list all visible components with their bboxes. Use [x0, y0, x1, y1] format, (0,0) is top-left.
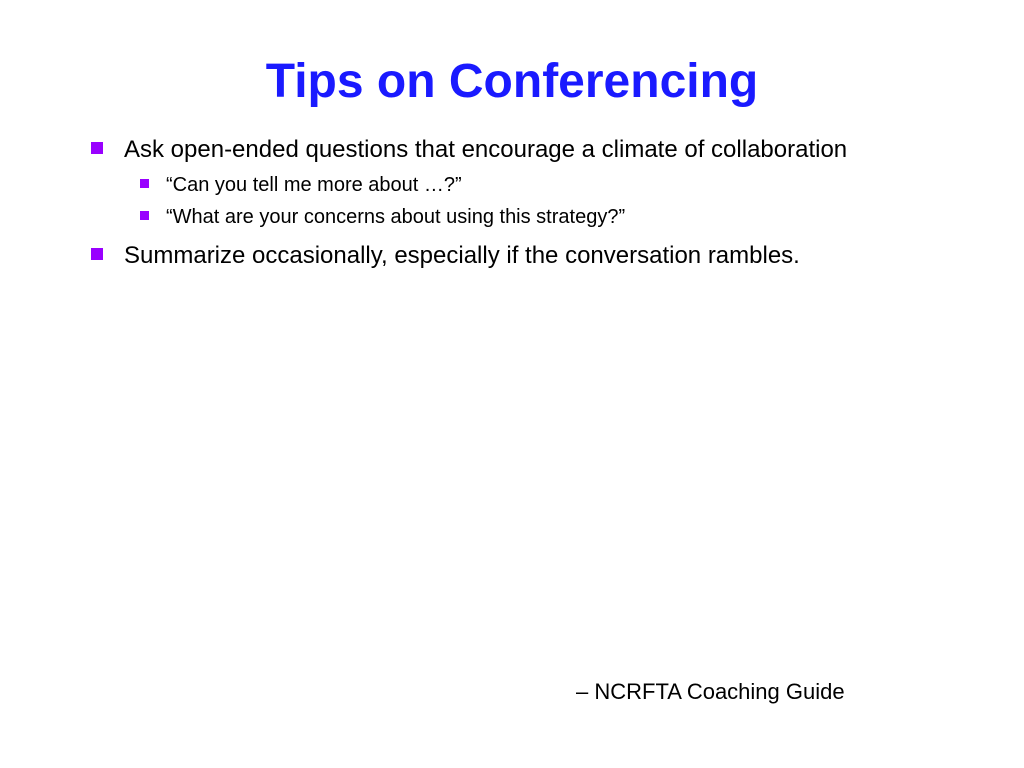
sub-bullet-item-1 — [140, 169, 948, 201]
square-bullet-icon — [91, 142, 103, 154]
sub-bullet-text: “Can you tell me more about …?” — [166, 174, 462, 196]
bullet-item-1 — [88, 133, 948, 233]
square-bullet-icon — [140, 211, 149, 220]
slide-title: Tips on Conferencing — [265, 55, 759, 108]
bullet-text: Ask open-ended questions that encourage a climate of collaboration — [124, 136, 848, 163]
sub-bullet-list — [124, 169, 948, 233]
sub-bullet-text: “What are your concerns about using this strategy?” — [166, 206, 626, 228]
source-citation: – NCRFTA Coaching Guide — [576, 679, 845, 704]
bullet-text: Summarize occasionally, especially if the conversation rambles. — [124, 242, 800, 269]
square-bullet-icon — [91, 248, 103, 260]
bullet-list — [88, 133, 948, 273]
square-bullet-icon — [140, 179, 149, 188]
sub-bullet-item-2 — [140, 201, 948, 233]
bullet-item-2 — [88, 239, 948, 273]
